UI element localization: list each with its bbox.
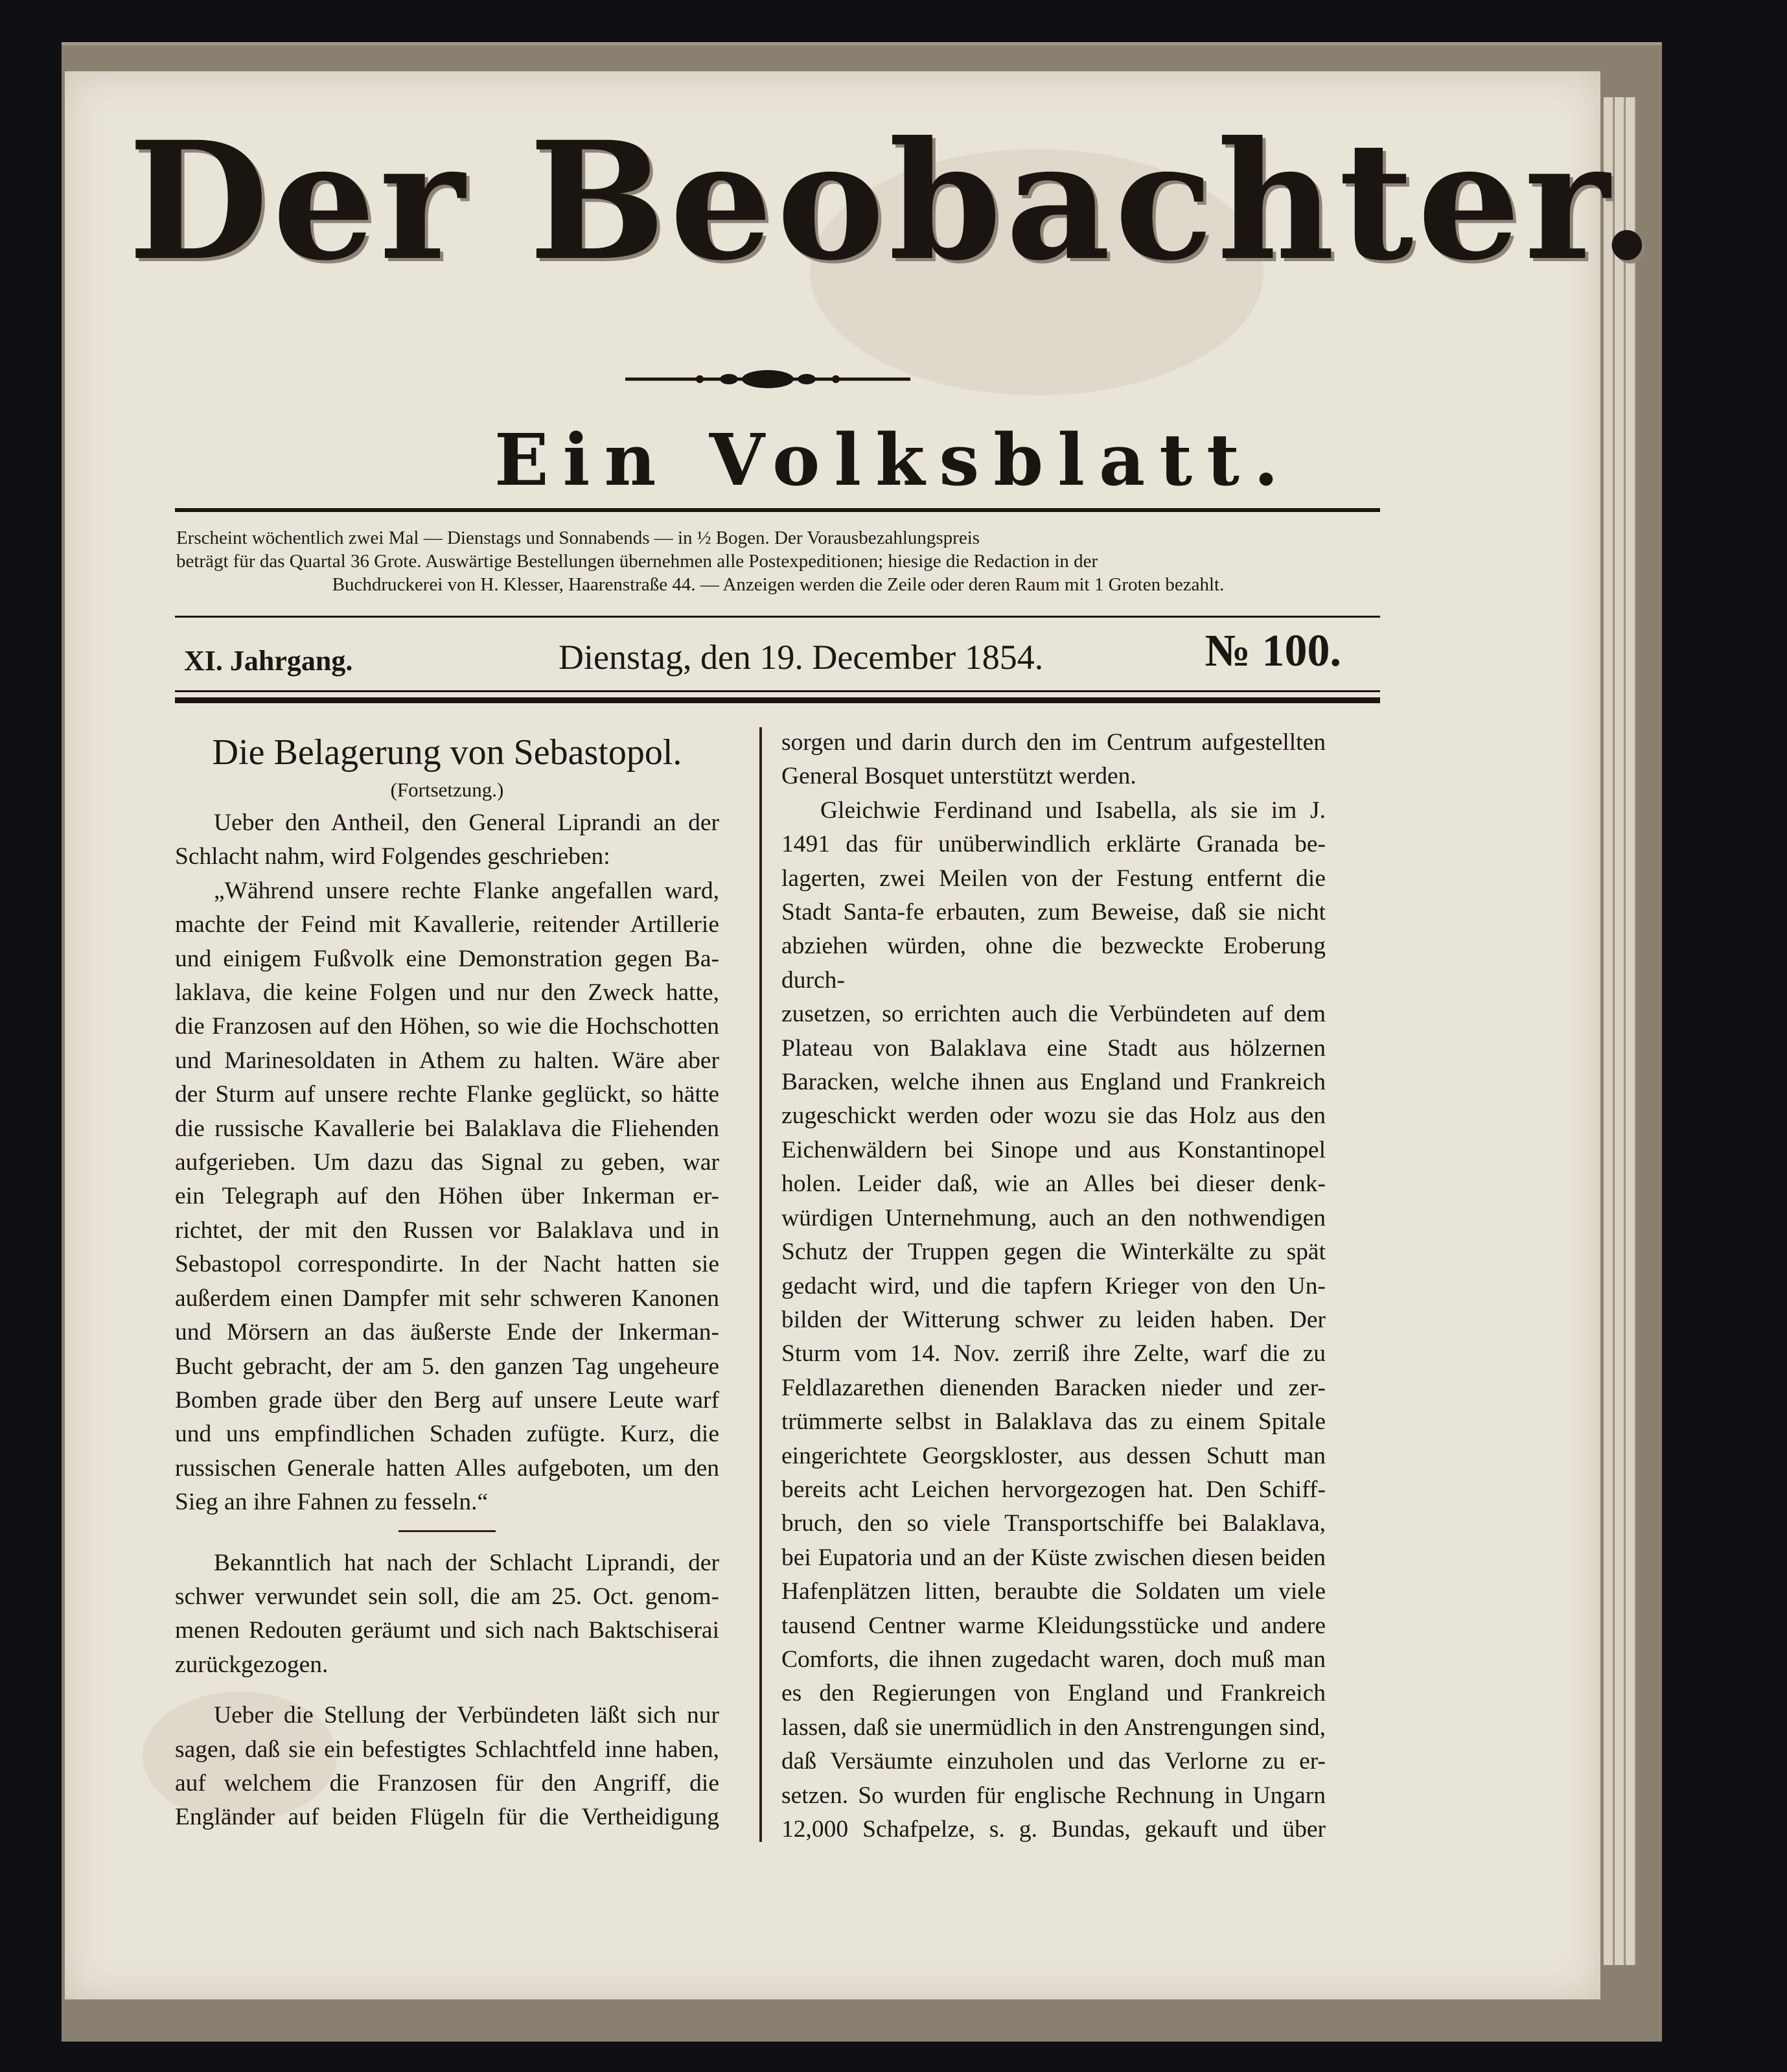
- rule-thin: [175, 616, 1380, 618]
- text-line: laklava, die keine Folgen und nur den Zweck hatte,: [175, 979, 719, 1007]
- text-line: würdigen Unternehmung, auch an den nothwendigen: [781, 1204, 1326, 1231]
- article-subtitle: (Fortsetzung.): [390, 778, 504, 801]
- paragraph-gap: [175, 1682, 719, 1699]
- text-line: 1491 das für unüberwindlich erklärte Granada be-: [781, 831, 1326, 858]
- text-line: lassen, daß sie unermüdlich in den Anstrengungen sind,: [781, 1714, 1326, 1741]
- text-line: zurückgezogen.: [175, 1651, 329, 1678]
- text-line: außerdem einen Dampfer mit sehr schweren Kanonen: [175, 1285, 719, 1312]
- article-title: Die Belagerung von Sebastopol.: [212, 732, 682, 773]
- text-line: Bomben grade über den Berg auf unsere Leute warf: [175, 1386, 719, 1414]
- text-line: machte der Feind mit Kavallerie, reitender Artillerie: [175, 911, 719, 938]
- text-line: und Mörsern an das äußerste Ende der Inkerman-: [175, 1319, 719, 1346]
- article-column-right: [781, 726, 1326, 1846]
- volume-label: XI. Jahrgang.: [184, 645, 353, 677]
- text-line: und uns empfindlichen Schaden zufügte. Kurz, die: [175, 1421, 719, 1448]
- text-line: Baracken, welche ihnen aus England und Frankreich: [781, 1069, 1326, 1096]
- notice-line-1: Erscheint wöchentlich zwei Mal — Dienstags und Sonnabends — in ½ Bogen. Der Vorausbezahlungspreis: [176, 528, 980, 548]
- page-stack-edge: [1604, 97, 1614, 1965]
- article-column-left: [175, 726, 719, 1835]
- text-line: Ueber die Stellung der Verbündeten läßt sich nur: [214, 1702, 719, 1729]
- column-divider: [759, 727, 762, 1842]
- text-line: bei Eupatoria und an der Küste zwischen diesen beiden: [781, 1544, 1326, 1571]
- notice-line-2: beträgt für das Quartal 36 Grote. Auswärtige Bestellungen übernehmen alle Postexpeditionen; hiesige die Redaction in der: [176, 551, 1098, 572]
- rule-thick: [175, 697, 1380, 703]
- text-line: Ueber den Antheil, den General Liprandi an der: [214, 809, 719, 836]
- text-line: daß Versäumte einzuholen und das Verlorne zu er-: [781, 1748, 1326, 1775]
- text-line: die russische Kavallerie bei Balaklava die Fliehenden: [175, 1115, 719, 1142]
- text-line: Hafenplätzen litten, beraubte die Soldaten um viele: [781, 1578, 1326, 1605]
- text-line: ein Telegraph auf den Höhen über Inkerman er-: [175, 1183, 719, 1210]
- text-line: holen. Leider daß, wie an Alles bei dieser denk-: [781, 1170, 1326, 1198]
- text-line: der Sturm auf unsere rechte Flanke geglückt, so hätte: [175, 1081, 719, 1108]
- text-line: gedacht wird, und die tapfern Krieger von den Un-: [781, 1272, 1326, 1299]
- masthead-title: Der Beobachter.: [128, 106, 1659, 296]
- text-line: aufgerieben. Um dazu das Signal zu geben, war: [175, 1149, 719, 1176]
- text-line: Bucht gebracht, der am 5. den ganzen Tag ungeheure: [175, 1353, 719, 1380]
- text-line: Plateau von Balaklava eine Stadt aus hölzernen: [781, 1034, 1326, 1062]
- text-line: lagerten, zwei Meilen von der Festung entfernt die: [781, 865, 1326, 892]
- text-line: tausend Centner warme Kleidungsstücke und andere: [781, 1612, 1326, 1639]
- issue-number: № 100.: [1205, 626, 1341, 676]
- text-line: trümmerte selbst in Balaklava das zu einem Spitale: [781, 1408, 1326, 1436]
- text-line: die Franzosen auf den Höhen, so wie die Hochschotten: [175, 1013, 719, 1040]
- text-line: sorgen und darin durch den im Centrum aufgestellten: [781, 729, 1326, 756]
- text-line: Schutz der Truppen gegen die Winterkälte zu spät: [781, 1239, 1326, 1266]
- text-line: Sieg an ihre Fahnen zu fesseln.“: [175, 1489, 489, 1516]
- text-line: richtet, der mit den Russen vor Balaklava und in: [175, 1216, 719, 1244]
- issue-date: Dienstag, den 19. December 1854.: [559, 638, 1044, 677]
- text-line: Schlacht nahm, wird Folgendes geschrieben:: [175, 843, 610, 870]
- text-line: russischen Generale hatten Alles aufgeboten, um den: [175, 1454, 719, 1482]
- page-stack-edge: [1626, 97, 1636, 1965]
- text-line: 12,000 Schafpelze, s. g. Bundas, gekauft und über: [781, 1816, 1326, 1843]
- text-line: Stadt Santa-fe erbauten, zum Beweise, daß sie nicht: [781, 899, 1326, 926]
- rule-thick: [175, 508, 1380, 512]
- dateline: [176, 626, 1380, 677]
- section-separator: [398, 1530, 496, 1532]
- text-line: schwer verwundet sein soll, die am 25. Oct. genom-: [175, 1583, 719, 1610]
- text-line: Feldlazarethen dienenden Baracken nieder und zer-: [781, 1374, 1326, 1401]
- text-line: Eichenwäldern bei Sinope und aus Konstantinopel: [781, 1136, 1326, 1163]
- notice-line-3: Buchdruckerei von H. Klesser, Haarenstraße 44. — Anzeigen werden die Zeile oder deren Raum mit 1 Groten bezahlt.: [332, 574, 1225, 595]
- text-line: bruch, den so viele Transportschiffe bei Balaklava,: [781, 1510, 1326, 1537]
- text-line: setzen. So wurden für englische Rechnung in Ungarn: [781, 1782, 1326, 1809]
- ornament-divider: [625, 367, 910, 391]
- text-line: zugeschickt werden oder wozu sie das Holz aus den: [781, 1102, 1326, 1130]
- text-line: es den Regierungen von England und Frankreich: [781, 1680, 1326, 1707]
- text-line: bereits acht Leichen hervorgezogen hat. Den Schiff-: [781, 1476, 1326, 1503]
- text-line: und Marinesoldaten in Athem zu halten. Wäre aber: [175, 1047, 719, 1074]
- text-line: Engländer auf beiden Flügeln für die Vertheidigung: [175, 1804, 719, 1831]
- rule-thin: [175, 690, 1380, 692]
- text-line: bilden der Witterung schwer zu leiden haben. Der: [781, 1306, 1326, 1333]
- text-line: „Während unsere rechte Flanke angefallen ward,: [214, 877, 719, 904]
- text-line: abziehen würden, ohne die bezweckte Eroberung durch-: [781, 933, 1326, 994]
- text-line: menen Redouten geräumt und sich nach Baktschiserai: [175, 1617, 719, 1644]
- text-line: sagen, daß sie ein befestigtes Schlachtfeld inne haben,: [175, 1736, 719, 1763]
- text-line: auf welchem die Franzosen für den Angriff, die: [175, 1769, 719, 1797]
- text-line: Bekanntlich hat nach der Schlacht Liprandi, der: [214, 1549, 719, 1576]
- subscription-notice: [176, 526, 1380, 596]
- text-line: zusetzen, so errichten auch die Verbündeten auf dem: [781, 1001, 1326, 1028]
- text-line: Sturm vom 14. Nov. zerriß ihre Zelte, warf die zu: [781, 1340, 1326, 1368]
- page-stack-edge: [1615, 97, 1625, 1965]
- text-line: Sebastopol correspondirte. In der Nacht hatten sie: [175, 1251, 719, 1278]
- text-line: Comforts, die ihnen zugedacht waren, doch muß man: [781, 1646, 1326, 1673]
- text-line: Gleichwie Ferdinand und Isabella, als sie im J.: [820, 797, 1326, 824]
- masthead-subtitle: Ein Volksblatt.: [494, 418, 1293, 502]
- text-line: General Bosquet unterstützt werden.: [781, 763, 1136, 790]
- text-line: und einigem Fußvolk eine Demonstration gegen Ba-: [175, 945, 719, 972]
- text-line: eingerichtete Georgskloster, aus dessen Schutt man: [781, 1442, 1326, 1469]
